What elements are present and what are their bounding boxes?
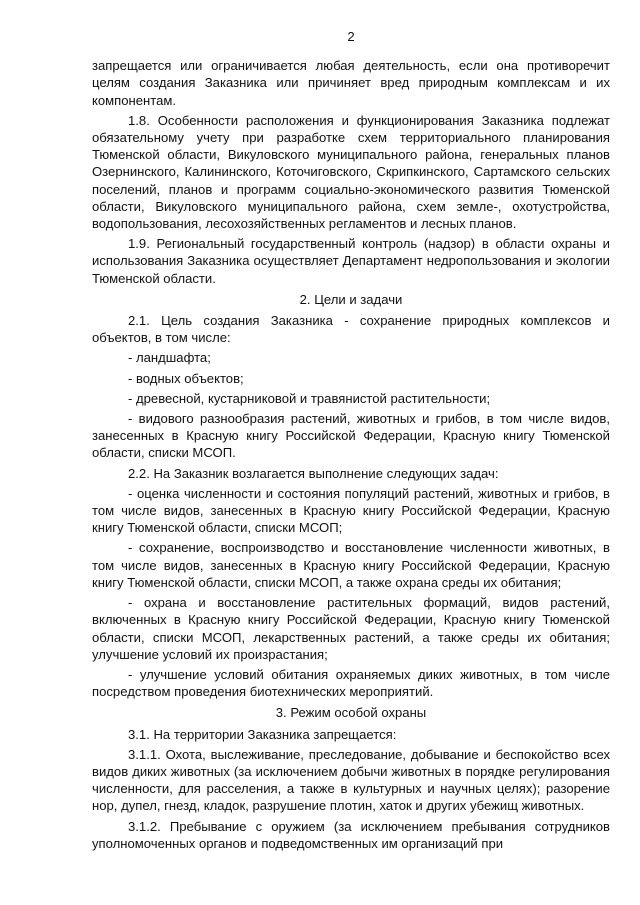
document-page — [92, 28, 610, 852]
list-item-water: - водных объектов; — [128, 370, 244, 386]
list-item-assessment: - оценка численности и состояния популяций растений, животных и грибов, в том числе видов, занесенных в Красную книгу Российской Федерации, Красную книгу Тюменской области, списки МСОП; — [92, 485, 610, 536]
page-number: 2 — [347, 29, 355, 44]
paragraph-1-9: 1.9. Региональный государственный контроль (надзор) в области охраны и использования Заказника осуществляет Департамент недропользования и экологии Тюменской области. — [92, 236, 610, 286]
list-item-plant-protection: - охрана и восстановление растительных формаций, видов растений, включенных в Красную книгу Российской Федерации, Красную книгу Тюменской области, списки МСОП, лекарственных растений, а также среды их обитания; улучшение условий их произрастания; — [92, 595, 610, 662]
paragraph-2-1: 2.1. Цель создания Заказника - сохранение природных комплексов и объектов, в том числе: — [92, 313, 610, 346]
section-heading-3: 3. Режим особой охраны — [275, 705, 427, 721]
list-item-vegetation: - древесной, кустарниковой и травянистой растительности; — [128, 390, 491, 406]
paragraph-3-1-1: 3.1.1. Охота, выслеживание, преследование, добывание и беспокойство всех видов диких животных (за исключением добычи животных в порядке регулирования численности, для расселения, а также в культурных и научных целях); разорение нор, дупел, гнезд, кладок, разрушение плотин, хаток и других убежищ животных. — [92, 746, 610, 814]
paragraph-3-1-2: 3.1.2. Пребывание с оружием (за исключением пребывания сотрудников уполномоченных органов и подведомственных им организаций при — [92, 818, 610, 851]
paragraph-2-2: 2.2. На Заказник возлагается выполнение следующих задач: — [128, 465, 499, 481]
paragraph-3-1: 3.1. На территории Заказника запрещается: — [128, 726, 397, 742]
list-item-biodiversity: - видового разнообразия растений, животных и грибов, в том числе видов, занесенных в Красную книгу Российской Федерации, Красную книгу Тюменской области, списки МСОП. — [92, 411, 610, 461]
paragraph-1-8: 1.8. Особенности расположения и функционирования Заказника подлежат обязательному учету при разработке схем территориального планирования Тюменской области, Викуловского муниципального района, генеральных планов Озернинского, Калининского, Коточиговского, Скрипкинского, Сартамского сельских поселений, планов и программ социально-экономического развития Тюменской области, Викуловского муниципального района, схем земле-, охотустройства, водопользования, лесохозяйственных регламентов и лесных планов. — [92, 112, 610, 232]
list-item-landscape: - ландшафта; — [128, 350, 211, 366]
section-heading-2: 2. Цели и задачи — [299, 291, 403, 307]
list-item-habitat-improvement: - улучшение условий обитания охраняемых диких животных, в том числе посредством проведения биотехнических мероприятий. — [92, 666, 610, 700]
list-item-conservation: - сохранение, воспроизводство и восстановление численности животных, в том числе видов, занесенных в Красную книгу Российской Федерации, Красную книгу Тюменской области, списки МСОП, а также охрана среды их обитания; — [92, 540, 610, 590]
paragraph-continuation: запрещается или ограничивается любая деятельность, если она противоречит целям создания Заказника или причиняет вред природным комплексам и их компонентам. — [92, 58, 610, 108]
